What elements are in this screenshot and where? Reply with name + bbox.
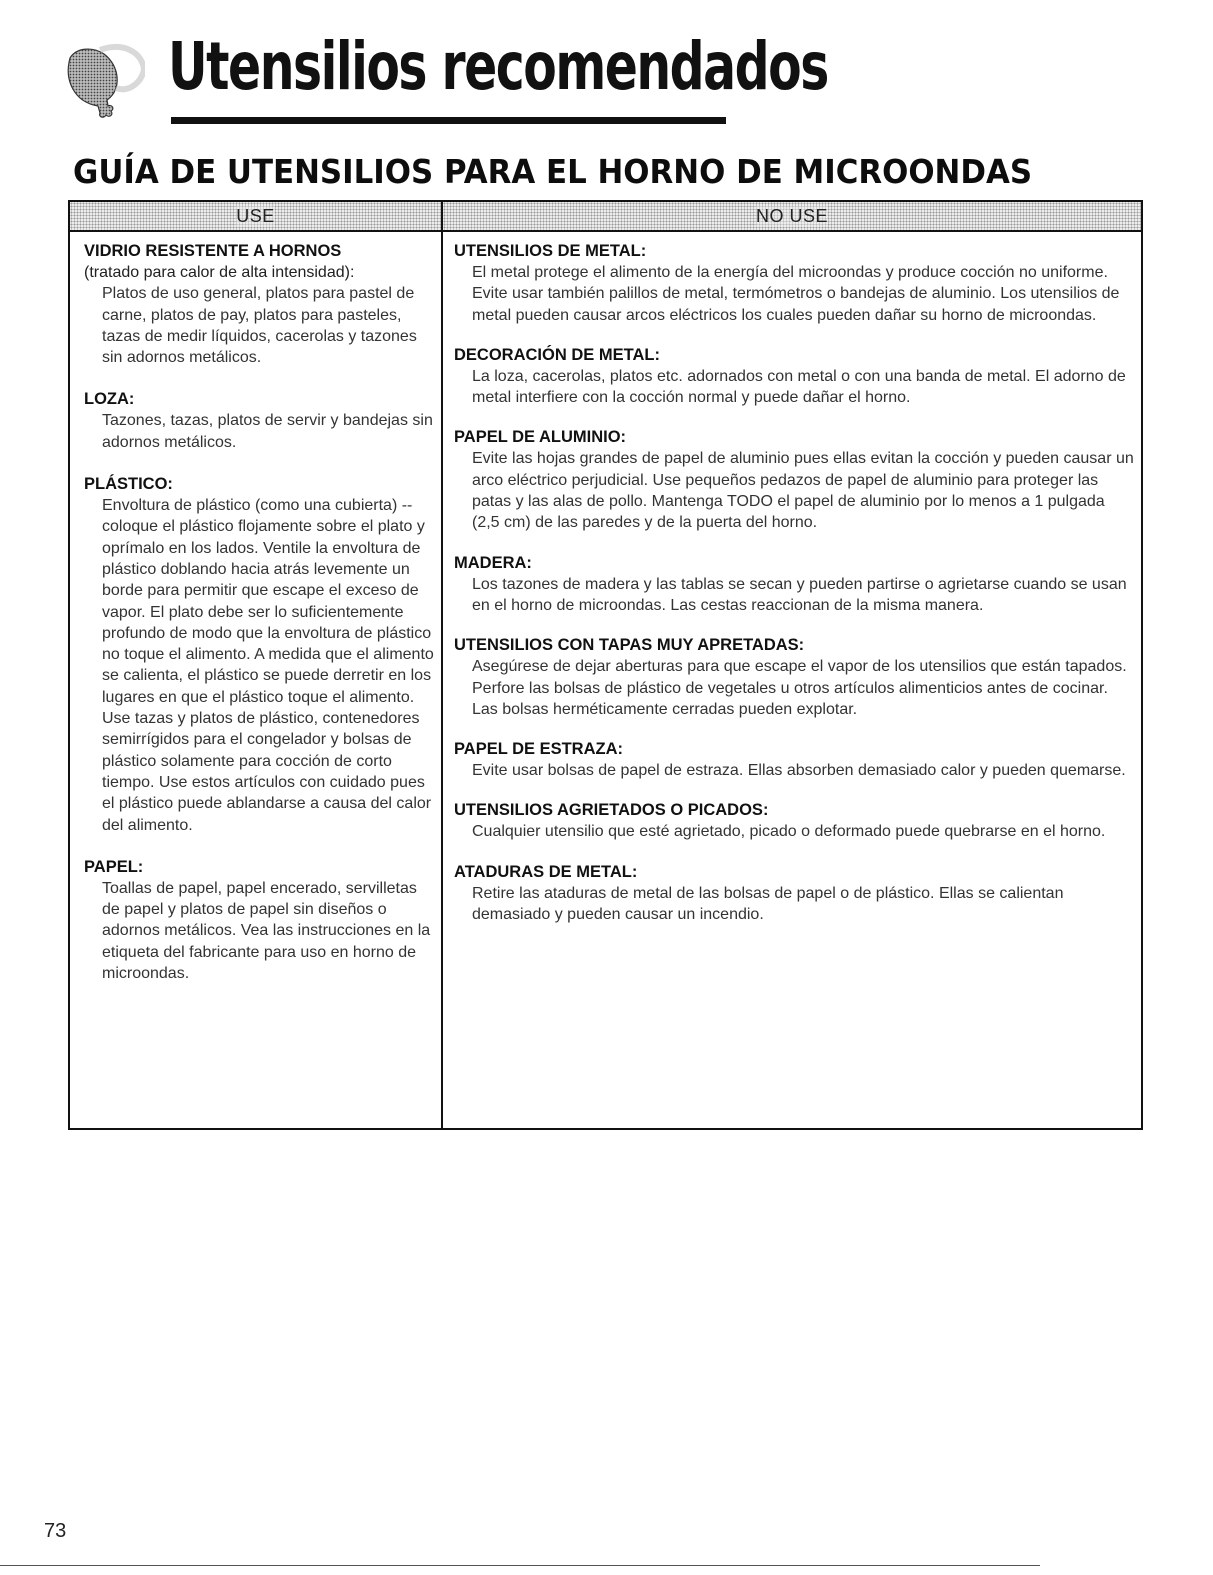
no-use-section-metal-decoration bbox=[454, 344, 1134, 409]
section-title: DECORACIÓN DE METAL: bbox=[454, 345, 660, 364]
column-divider bbox=[441, 202, 443, 1128]
no-use-section-tight-lids bbox=[454, 634, 1134, 720]
no-use-section-brown-paper bbox=[454, 738, 1134, 781]
guide-title: GUÍA DE UTENSILIOS PARA EL HORNO DE MICROONDAS bbox=[73, 152, 1033, 191]
header-underline bbox=[171, 117, 726, 124]
no-use-column bbox=[454, 240, 1134, 943]
section-title: UTENSILIOS DE METAL: bbox=[454, 242, 647, 260]
section-title: PAPEL DE ALUMINIO: bbox=[454, 428, 627, 447]
no-use-column-header: NO USE bbox=[443, 202, 1141, 232]
no-use-section-metal-utensils bbox=[454, 240, 1134, 326]
page-number: 73 bbox=[44, 1520, 67, 1542]
section-body: Platos de uso general, platos para pastel de carne, platos de pay, platos para pasteles, tazas de medir líquidos, cacerolas y tazones sin adornos metálicos. bbox=[102, 285, 417, 367]
use-column-header: USE bbox=[70, 202, 441, 232]
use-section-paper bbox=[84, 856, 434, 984]
section-body: Los tazones de madera y las tablas se secan y pueden partirse o agrietarse cuando se usan en el horno de microondas. Las cestas reaccionan de la misma manera. bbox=[472, 575, 1127, 614]
footer-rule bbox=[0, 1565, 1040, 1566]
section-body: El metal protege el alimento de la energía del microondas y produce cocción no uniforme. Evite usar también palillos de metal, termómetros o bandejas de aluminio. Los utensilios de metal pueden causar arcos eléctricos los cuales pueden dañar su horno de microondas. bbox=[472, 264, 1120, 324]
use-section-glass bbox=[84, 240, 434, 368]
use-section-stoneware bbox=[84, 388, 434, 453]
section-title: PLÁSTICO: bbox=[84, 475, 173, 494]
section-body: La loza, cacerolas, platos etc. adornados con metal o con una banda de metal. El adorno de metal interfiere con la cocción normal y puede dañar el horno. bbox=[472, 367, 1126, 407]
page-header-title: Utensilios recomendados bbox=[168, 28, 828, 105]
section-title: MADERA: bbox=[454, 553, 532, 572]
section-body: Retire las ataduras de metal de las bolsas de papel o de plástico. Ellas se calientan demasiado y pueden causar un incendio. bbox=[472, 884, 1064, 924]
section-title: ATADURAS DE METAL: bbox=[454, 862, 638, 881]
section-body: Evite usar bolsas de papel de estraza. Ellas absorben demasiado calor y pueden quemarse. bbox=[472, 762, 1126, 780]
section-body: Tazones, tazas, platos de servir y bandejas sin adornos metálicos. bbox=[102, 412, 433, 451]
section-title: PAPEL: bbox=[84, 857, 144, 876]
use-column bbox=[84, 240, 434, 1004]
section-title: LOZA: bbox=[84, 390, 135, 409]
section-subtitle: (tratado para calor de alta intensidad): bbox=[84, 264, 355, 281]
section-title: UTENSILIOS CON TAPAS MUY APRETADAS: bbox=[454, 636, 805, 655]
section-title: VIDRIO RESISTENTE A HORNOS bbox=[84, 242, 342, 260]
section-body: Envoltura de plástico (como una cubierta) -- coloque el plástico flojamente sobre el plato y oprímalo en los lados. Ventile la envoltura de plástico doblando hacia atrás levemente un borde para permitir que escape el exceso de vapor. El plato debe ser lo suficientemente profundo de modo que la envoltura de plástico no toque el alimento. A medida que el alimento se calienta, el plástico se puede derretir en los lugares en que el plástico toque el alimento. Use tazas y platos de plástico, contenedores semirrígidos para el congelador y bolsas de plástico solamente para cocción de corto tiempo. Use estos artículos con cuidado pues el plástico puede ablandarse a causa del calor del alimento. bbox=[102, 497, 434, 834]
no-use-section-aluminum-foil bbox=[454, 426, 1134, 533]
section-title: PAPEL DE ESTRAZA: bbox=[454, 740, 623, 759]
section-body: Evite las hojas grandes de papel de aluminio pues ellas evitan la cocción y pueden causar un arco eléctrico perjudicial. Use pequeños pedazos de papel de aluminio para proteger las patas y las alas de pollo. Mantenga TODO el papel de aluminio por lo menos a 1 pulgada (2,5 cm) de las paredes y de la puerta del horno. bbox=[472, 450, 1134, 532]
no-use-section-metal-ties bbox=[454, 861, 1134, 926]
no-use-section-cracked bbox=[454, 799, 1134, 842]
no-use-section-wood bbox=[454, 552, 1134, 617]
section-body: Asegúrese de dejar aberturas para que escape el vapor de los utensilios que están tapados. Perfore las bolsas de plástico de vegetales u otros artículos alimenticios antes de cocinar. Las bolsas herméticamente cerradas pueden explotar. bbox=[472, 658, 1127, 718]
section-body: Cualquier utensilio que esté agrietado, picado o deformado puede quebrarse en el horno. bbox=[472, 823, 1106, 841]
drumstick-icon bbox=[60, 40, 145, 120]
section-title: UTENSILIOS AGRIETADOS O PICADOS: bbox=[454, 801, 769, 820]
section-body: Toallas de papel, papel encerado, servilletas de papel y platos de papel sin diseños o adornos metálicos. Vea las instrucciones en la etiqueta del fabricante para uso en horno de microondas. bbox=[102, 879, 431, 983]
use-section-plastic bbox=[84, 473, 434, 836]
utensils-guide-table bbox=[68, 200, 1143, 1130]
